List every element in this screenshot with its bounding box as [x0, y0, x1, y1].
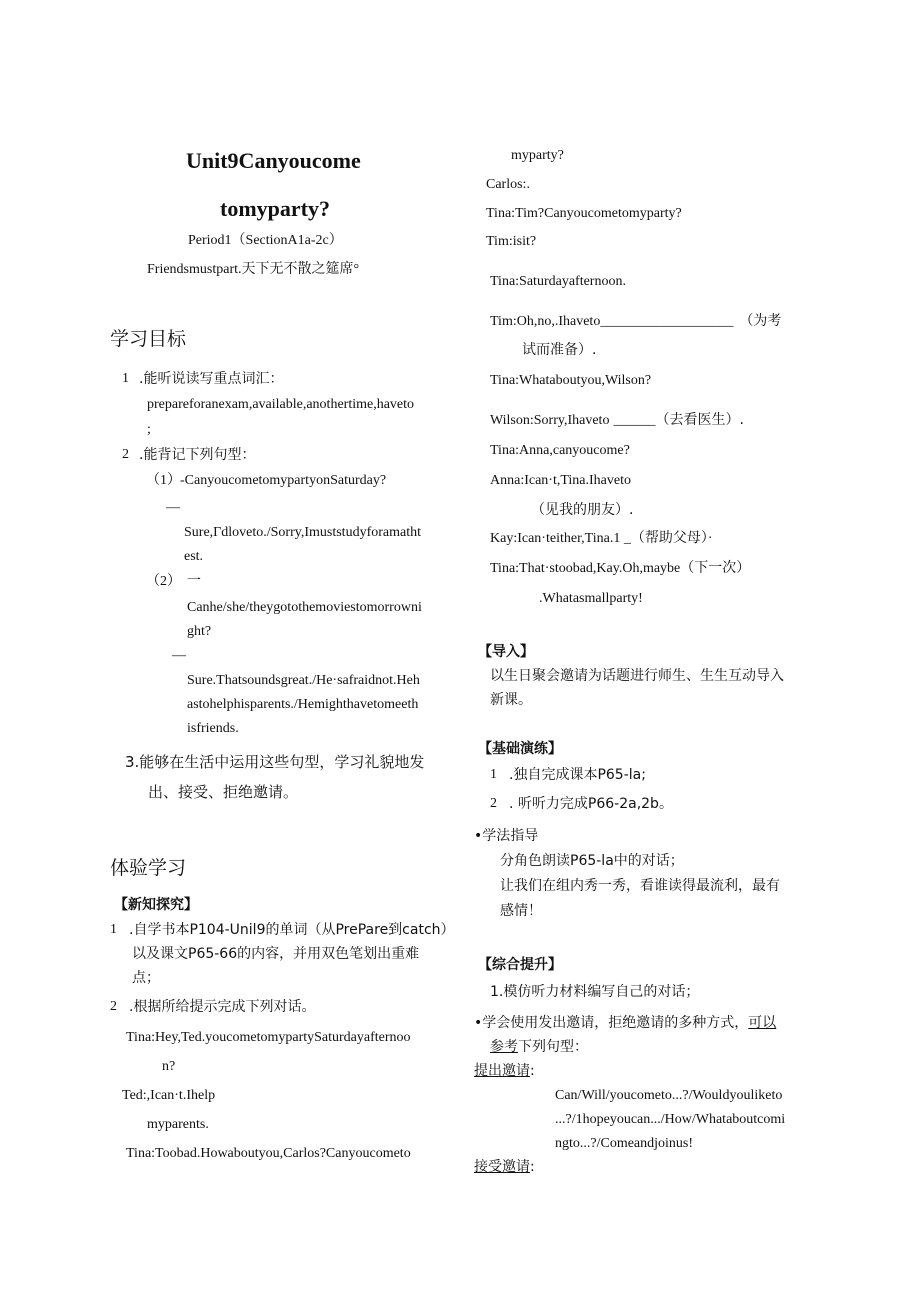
sentence1-question: -CanyoucometomypartyonSaturday?	[180, 473, 387, 488]
comp2-line2	[490, 1039, 588, 1056]
method-line1: 分角色朗读P65-la中的对话；	[500, 853, 684, 869]
sentence2-answer-line1: Sure.Thatsoundsgreat./He·safraidnot.Heh	[187, 673, 420, 688]
goal3-line2: 出、接受、拒绝邀请。	[148, 783, 299, 801]
sentence2-answer-line3: isfriends.	[187, 721, 239, 736]
sentence2-number: （2）	[146, 574, 181, 589]
goal1-number: 1	[122, 371, 129, 386]
sentence1-answer-line2: est.	[184, 549, 204, 564]
dialogue-line5: Tina:Toobad.Howaboutyou,Carlos?Canyoucometo	[126, 1146, 411, 1161]
exp2-number: 2	[110, 999, 117, 1014]
invite-line1: Can/Will/youcometo...?/Wouldyouliketo	[555, 1088, 783, 1103]
experience-heading: 体验学习	[110, 857, 187, 879]
comp2-text: •学会使用发出邀请，拒绝邀请的多种方式，	[474, 1015, 749, 1031]
basic1-text: .独自完成课本P65-la;	[509, 767, 646, 783]
right-line6-text: Tim:Oh,no,.Ihaveto	[490, 314, 601, 329]
method-heading: •学法指导	[474, 828, 539, 844]
accept-label: 接受邀请	[474, 1159, 530, 1175]
sentence2-dash: 一	[187, 574, 201, 589]
new-knowledge-box: 【新知探究】	[114, 897, 198, 913]
goal1-vocab: prepareforanexam,available,anothertime,haveto	[147, 397, 415, 412]
comp1-text: 1.模仿听力材料编写自己的对话；	[490, 984, 700, 1000]
exp1-line3: 点；	[132, 970, 160, 986]
basic2-number: 2	[490, 796, 497, 811]
goal3-line1: 3.能够在生活中运用这些句型，学习礼貌地发	[125, 753, 425, 771]
accept-label-line	[474, 1159, 535, 1176]
comp2-underlined2: 参考	[490, 1039, 518, 1055]
goal2-number: 2	[122, 447, 129, 462]
right-line6	[490, 313, 781, 331]
exam-blank: ___________________	[600, 314, 734, 329]
invite-line3: ngto...?/Comeandjoinus!	[555, 1136, 694, 1151]
right-line6-hint: （为考	[739, 313, 782, 329]
comp2-text2: 下列句型：	[518, 1039, 588, 1055]
sentence2-question-line1: Canhe/she/theygotothemoviestomorrowni	[187, 600, 422, 615]
sentence2-dash2: —	[172, 648, 186, 663]
proverb: Friendsmustpart.天下无不散之筵席°	[147, 262, 360, 277]
basic2-text: . 听听力完成P66-2a,2b。	[509, 796, 673, 812]
invite-line2: ...?/1hopeyoucan.../How/Whataboutcomi	[555, 1112, 786, 1127]
title-line2: tomyparty?	[220, 196, 330, 221]
right-line8	[490, 412, 744, 430]
basic-practice-box: 【基础演练】	[478, 741, 562, 757]
intro-box: 【导入】	[478, 644, 534, 660]
dialogue-line2: n?	[162, 1059, 176, 1074]
goal2-text: .能背记下列句型：	[139, 447, 256, 463]
comp2-line1	[474, 1015, 776, 1032]
right-line8-text: Wilson:Sorry,Ihaveto	[490, 413, 610, 428]
invite-label: 提出邀请	[474, 1063, 530, 1079]
right-line13: .Whatasmallparty!	[539, 591, 643, 606]
dialogue-line1: Tina:Hey,Ted.youcometomypartySaturdayafternoo	[126, 1030, 411, 1045]
intro-line1: 以生日聚会邀请为话题进行师生、生生互动导入	[490, 668, 784, 684]
right-line9: Tina:Anna,canyoucome?	[490, 443, 630, 458]
comp2-underlined1: 可以	[748, 1015, 777, 1031]
comprehensive-box: 【综合提升】	[478, 957, 562, 973]
right-line10: Anna:Ican·t,Tina.Ihaveto	[490, 473, 631, 488]
right-line7: Tina:Whataboutyou,Wilson?	[490, 373, 652, 388]
accept-colon: :	[530, 1159, 535, 1175]
goal1-end: ;	[147, 422, 151, 437]
right-line4: Tim:isit?	[486, 234, 537, 249]
right-line8-hint: （去看医生）.	[655, 412, 744, 428]
right-line11: Kay:Ican·teither,Tina.1 _（帮助父母）·	[490, 531, 713, 546]
sentence2-answer-line2: astohelphisparents./Hemighthavetomeeth	[187, 697, 419, 712]
right-line2: Carlos:.	[486, 177, 530, 192]
method-line3: 感情！	[500, 903, 542, 919]
exp1-line1: .自学书本P104-Unil9的单词（从PrePare到catch）	[129, 922, 455, 938]
sentence1-number: （1）	[146, 473, 181, 488]
invite-label-line	[474, 1063, 535, 1080]
sentence1-dash: —	[166, 500, 180, 515]
sentence2-question-line2: ght?	[187, 624, 212, 639]
basic1-number: 1	[490, 767, 497, 782]
goal1-text: .能听说读写重点词汇：	[139, 371, 284, 387]
period-label: Period1（SectionA1a-2c）	[188, 233, 343, 248]
right-line5: Tina:Saturdayafternoon.	[490, 274, 626, 289]
right-line3: Tina:Tim?Canyoucometomyparty?	[486, 206, 682, 221]
right-line1: myparty?	[511, 148, 564, 163]
title-line1: Unit9Canyoucome	[186, 148, 361, 173]
method-line2: 让我们在组内秀一秀，看谁读得最流利，最有	[500, 878, 780, 894]
right-line6-cont: 试而准备）.	[522, 342, 597, 358]
doctor-blank: ______	[613, 413, 656, 428]
exp1-line2: 以及课文P65-66的内容，并用双色笔划出重难	[132, 946, 420, 962]
right-line12: Tina:That·stoobad,Kay.Oh,maybe（下一次）	[490, 561, 751, 576]
right-line10-hint: （见我的朋友）.	[531, 502, 634, 518]
intro-line2: 新课。	[490, 692, 532, 708]
dialogue-line4: myparents.	[147, 1117, 209, 1132]
goals-heading: 学习目标	[110, 328, 187, 350]
dialogue-line3: Ted:,Ican·t.Ihelp	[122, 1088, 216, 1103]
exp1-number: 1	[110, 922, 117, 937]
exp2-text: .根据所给提示完成下列对话。	[129, 999, 316, 1015]
sentence1-answer-line1: Sure,Γdloveto./Sorry,Imuststudyforamatht	[184, 525, 421, 540]
invite-colon: :	[530, 1063, 535, 1079]
